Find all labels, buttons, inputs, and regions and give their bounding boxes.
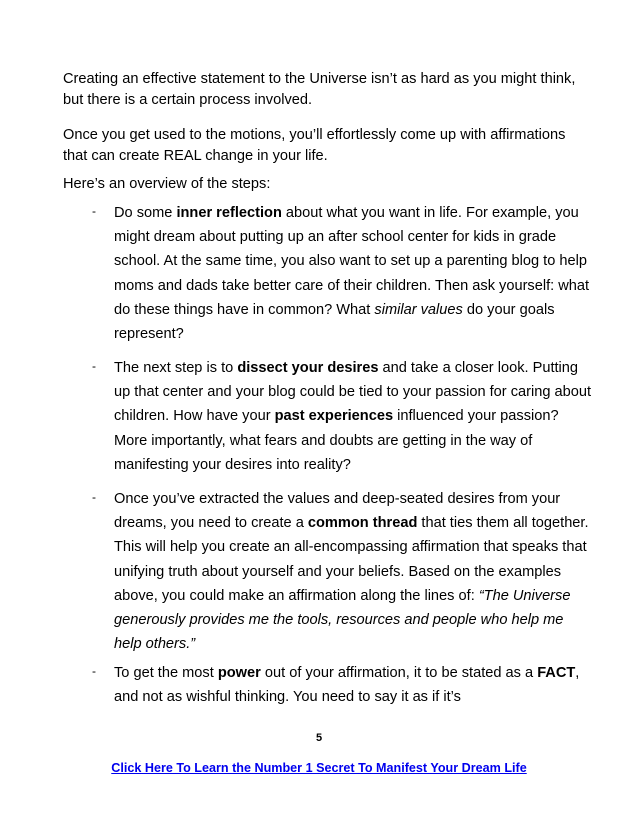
step-text-3: Once you’ve extracted the values and deep-seated desires from your dreams, you need to create a common thread that ties them all together. This will help you create an all-encompassing affirmation that speaks that unifying truth about yourself and your beliefs. Based on the examples above, you could make an affirmation along the lines of: “The Universe generously provides me the tools, resources and people who help me help others.” xyxy=(114,491,589,653)
step-text-1: Do some inner reflection about what you want in life. For example, you might dream about putting up an after school center for kids in grade school. At the same time, you also want to set up a parenting blog to help moms and dads take better care of their children. Then ask yourself: what do these things have in common? What similar values do your goals represent? xyxy=(114,205,590,343)
bullet-dash: - xyxy=(92,490,96,504)
step-item-4 xyxy=(92,661,592,709)
overview-paragraph: Here’s an overview of the steps: xyxy=(63,176,271,192)
intro-paragraph: Creating an effective statement to the Universe isn’t as hard as you might think, but there is a certain process involved. xyxy=(63,71,576,108)
bullet-dash: - xyxy=(92,204,96,218)
step-text-2: The next step is to dissect your desires and take a closer look. Putting up that center and your blog could be tied to your passion for caring about children. How have your past experiences influenced your passion? More importantly, what fears and doubts are getting in the way of manifesting your desires into reality? xyxy=(114,360,592,473)
step-item-1 xyxy=(92,201,592,346)
page-number: 5 xyxy=(315,732,323,744)
bullet-dash: - xyxy=(92,664,96,678)
bullet-dash: - xyxy=(92,359,96,373)
footer-promo-link[interactable]: Click Here To Learn the Number 1 Secret To Manifest Your Dream Life xyxy=(111,761,527,775)
step-item-2 xyxy=(92,356,592,477)
step-text-4: To get the most power out of your affirmation, it to be stated as a FACT, and not as wishful thinking. You need to say it as if it’s xyxy=(114,665,580,706)
motions-paragraph: Once you get used to the motions, you’ll effortlessly come up with affirmations that can create REAL change in your life. xyxy=(63,127,566,164)
step-item-3 xyxy=(92,487,592,656)
